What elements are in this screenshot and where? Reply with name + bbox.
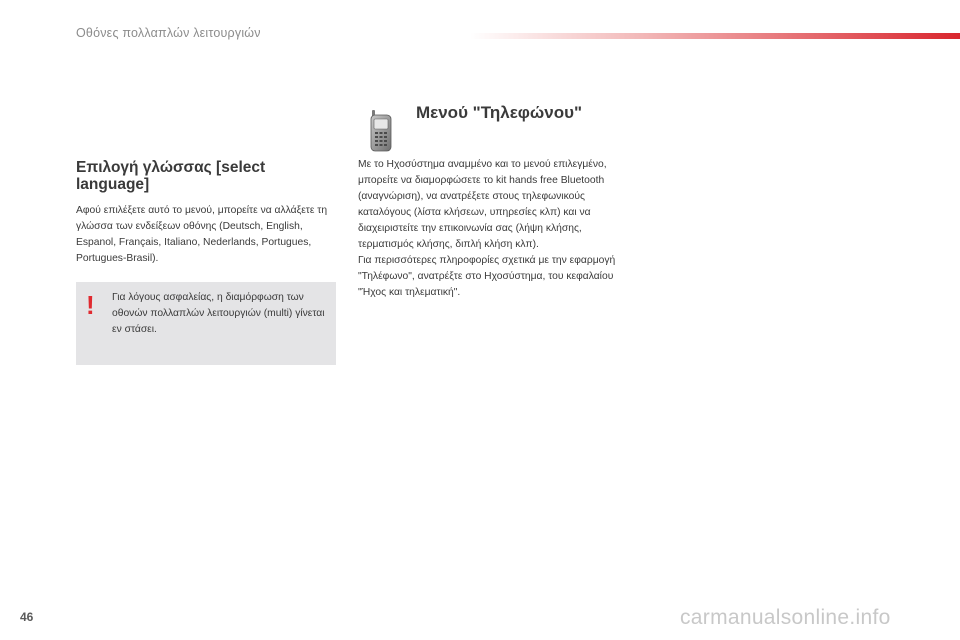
phone-icon xyxy=(370,110,392,152)
watermark: carmanualsonline.info xyxy=(680,606,891,629)
exclamation-icon: ! xyxy=(86,290,95,320)
phone-section-title: Μενού "Τηλεφώνου" xyxy=(416,103,583,122)
phone-section-paragraph: Με το Ηχοσύστημα αναμμένο και το μενού επιλεγμένο, μπορείτε να διαμορφώσετε το kit hands free Bluetooth (αναγνώριση), να ανατρέξετε στους τηλεφωνικούς καταλόγους (λίστα κλήσεων, υπηρεσίες κλπ) και να διαχειριστείτε την επικοινωνία σας (λήψη κλήσης, τερματισμός κλήσης, διπλή κλήση κλπ). xyxy=(358,159,607,250)
language-section-body: Αφού επιλέξετε αυτό το μενού, μπορείτε να αλλάξετε τη γλώσσα των ενδείξεων οθόνης (Deutsch, English, Espanol, Français, Italiano, Nederlands, Portugues, Portugues-Brasil). xyxy=(76,205,328,264)
language-section xyxy=(76,159,338,267)
language-section-title: Επιλογή γλώσσας [select language] xyxy=(76,159,266,193)
page-header-title: Οθόνες πολλαπλών λειτουργιών xyxy=(76,26,261,40)
page-number: 46 xyxy=(20,610,34,624)
phone-section-paragraph: Για περισσότερες πληροφορίες σχετικά με την εφαρμογή "Τηλέφωνο", ανατρέξτε στο Ηχοσύστημα, του κεφαλαίου "Ήχος και τηλεματική". xyxy=(358,255,616,298)
warning-text: Για λόγους ασφαλείας, η διαμόρφωση των οθονών πολλαπλών λειτουργιών (multi) γίνεται εν στάσει. xyxy=(112,292,325,335)
phone-section xyxy=(358,157,620,301)
header-accent-bar xyxy=(470,33,960,39)
warning-box xyxy=(76,282,336,365)
